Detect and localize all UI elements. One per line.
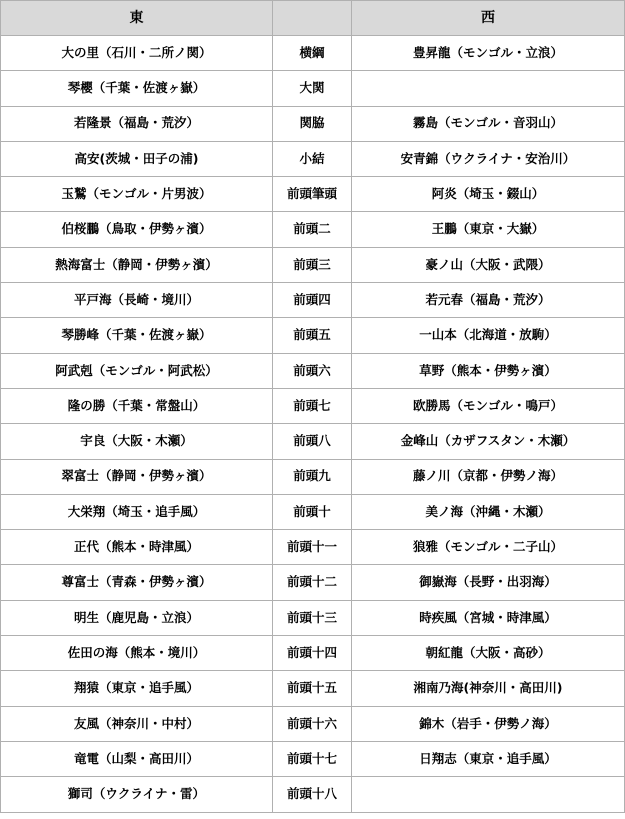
rank-cell: 前頭十八 bbox=[273, 777, 352, 812]
rank-cell: 前頭十五 bbox=[273, 671, 352, 706]
east-wrestler-cell: 大の里（石川・二所ノ関） bbox=[1, 36, 273, 71]
west-wrestler-cell: 安青錦（ウクライナ・安治川） bbox=[352, 141, 625, 176]
rank-cell: 前頭十四 bbox=[273, 636, 352, 671]
west-wrestler-cell: 阿炎（埼玉・錣山） bbox=[352, 177, 625, 212]
table-row bbox=[1, 636, 625, 671]
east-wrestler-cell: 高安(茨城・田子の浦) bbox=[1, 141, 273, 176]
rank-cell: 前頭筆頭 bbox=[273, 177, 352, 212]
rank-cell: 前頭六 bbox=[273, 353, 352, 388]
table-row bbox=[1, 283, 625, 318]
east-wrestler-cell: 伯桜鵬（鳥取・伊勢ヶ濱） bbox=[1, 212, 273, 247]
header-east: 東 bbox=[1, 1, 273, 36]
table-row bbox=[1, 36, 625, 71]
east-wrestler-cell: 隆の勝（千葉・常盤山） bbox=[1, 388, 273, 423]
east-wrestler-cell: 友風（神奈川・中村） bbox=[1, 706, 273, 741]
east-wrestler-cell: 正代（熊本・時津風） bbox=[1, 530, 273, 565]
table-body bbox=[1, 36, 625, 813]
east-wrestler-cell: 阿武剋（モンゴル・阿武松） bbox=[1, 353, 273, 388]
table-row bbox=[1, 741, 625, 776]
west-wrestler-cell: 王鵬（東京・大嶽） bbox=[352, 212, 625, 247]
rank-cell: 前頭十二 bbox=[273, 565, 352, 600]
west-wrestler-cell: 錦木（岩手・伊勢ノ海） bbox=[352, 706, 625, 741]
east-wrestler-cell: 若隆景（福島・荒汐） bbox=[1, 106, 273, 141]
west-wrestler-cell: 朝紅龍（大阪・高砂） bbox=[352, 636, 625, 671]
table-row bbox=[1, 565, 625, 600]
table-row bbox=[1, 459, 625, 494]
west-wrestler-cell: 狼雅（モンゴル・二子山） bbox=[352, 530, 625, 565]
rank-cell: 前頭十一 bbox=[273, 530, 352, 565]
table-row bbox=[1, 530, 625, 565]
west-wrestler-cell: 藤ノ川（京都・伊勢ノ海） bbox=[352, 459, 625, 494]
rank-cell: 前頭七 bbox=[273, 388, 352, 423]
west-wrestler-cell: 豊昇龍（モンゴル・立浪） bbox=[352, 36, 625, 71]
table-row bbox=[1, 600, 625, 635]
east-wrestler-cell: 平戸海（長崎・境川） bbox=[1, 283, 273, 318]
rank-cell: 関脇 bbox=[273, 106, 352, 141]
header-west: 西 bbox=[352, 1, 625, 36]
east-wrestler-cell: 大栄翔（埼玉・追手風） bbox=[1, 494, 273, 529]
west-wrestler-cell: 草野（熊本・伊勢ヶ濱） bbox=[352, 353, 625, 388]
east-wrestler-cell: 翔猿（東京・追手風） bbox=[1, 671, 273, 706]
west-wrestler-cell: 霧島（モンゴル・音羽山） bbox=[352, 106, 625, 141]
west-wrestler-cell: 美ノ海（沖縄・木瀬） bbox=[352, 494, 625, 529]
east-wrestler-cell: 琴勝峰（千葉・佐渡ヶ嶽） bbox=[1, 318, 273, 353]
east-wrestler-cell: 佐田の海（熊本・境川） bbox=[1, 636, 273, 671]
west-wrestler-cell: 若元春（福島・荒汐） bbox=[352, 283, 625, 318]
table-row bbox=[1, 706, 625, 741]
rank-cell: 前頭三 bbox=[273, 247, 352, 282]
table-row bbox=[1, 494, 625, 529]
rank-cell: 前頭十三 bbox=[273, 600, 352, 635]
table-row bbox=[1, 353, 625, 388]
east-wrestler-cell: 明生（鹿児島・立浪） bbox=[1, 600, 273, 635]
rank-cell: 前頭十 bbox=[273, 494, 352, 529]
table-row bbox=[1, 247, 625, 282]
table-row bbox=[1, 141, 625, 176]
rank-cell: 前頭八 bbox=[273, 424, 352, 459]
west-wrestler-cell: 時疾風（宮城・時津風） bbox=[352, 600, 625, 635]
rank-cell: 前頭五 bbox=[273, 318, 352, 353]
rank-cell: 小結 bbox=[273, 141, 352, 176]
west-wrestler-cell: 湘南乃海(神奈川・高田川) bbox=[352, 671, 625, 706]
west-wrestler-cell: 一山本（北海道・放駒） bbox=[352, 318, 625, 353]
table-row bbox=[1, 177, 625, 212]
rank-cell: 大関 bbox=[273, 71, 352, 106]
west-wrestler-cell: 豪ノ山（大阪・武隈） bbox=[352, 247, 625, 282]
header-row bbox=[1, 1, 625, 36]
rank-cell: 前頭十六 bbox=[273, 706, 352, 741]
east-wrestler-cell: 熱海富士（静岡・伊勢ヶ濱） bbox=[1, 247, 273, 282]
table-row bbox=[1, 388, 625, 423]
west-wrestler-cell: 日翔志（東京・追手風） bbox=[352, 741, 625, 776]
west-wrestler-cell bbox=[352, 777, 625, 812]
rank-cell: 前頭二 bbox=[273, 212, 352, 247]
rank-cell: 前頭十七 bbox=[273, 741, 352, 776]
table-row bbox=[1, 318, 625, 353]
rank-cell: 横綱 bbox=[273, 36, 352, 71]
east-wrestler-cell: 尊富士（青森・伊勢ヶ濱） bbox=[1, 565, 273, 600]
table-row bbox=[1, 212, 625, 247]
east-wrestler-cell: 琴櫻（千葉・佐渡ヶ嶽） bbox=[1, 71, 273, 106]
east-wrestler-cell: 玉鷲（モンゴル・片男波） bbox=[1, 177, 273, 212]
west-wrestler-cell: 金峰山（カザフスタン・木瀬） bbox=[352, 424, 625, 459]
rank-cell: 前頭四 bbox=[273, 283, 352, 318]
west-wrestler-cell: 御嶽海（長野・出羽海） bbox=[352, 565, 625, 600]
west-wrestler-cell bbox=[352, 71, 625, 106]
header-rank bbox=[273, 1, 352, 36]
rank-cell: 前頭九 bbox=[273, 459, 352, 494]
table-row bbox=[1, 106, 625, 141]
east-wrestler-cell: 宇良（大阪・木瀬） bbox=[1, 424, 273, 459]
table-row bbox=[1, 424, 625, 459]
west-wrestler-cell: 欧勝馬（モンゴル・鳴戸） bbox=[352, 388, 625, 423]
east-wrestler-cell: 竜電（山梨・高田川） bbox=[1, 741, 273, 776]
table-row bbox=[1, 71, 625, 106]
table-row bbox=[1, 671, 625, 706]
table-row bbox=[1, 777, 625, 812]
east-wrestler-cell: 獅司（ウクライナ・雷） bbox=[1, 777, 273, 812]
east-wrestler-cell: 翠富士（静岡・伊勢ヶ濱） bbox=[1, 459, 273, 494]
